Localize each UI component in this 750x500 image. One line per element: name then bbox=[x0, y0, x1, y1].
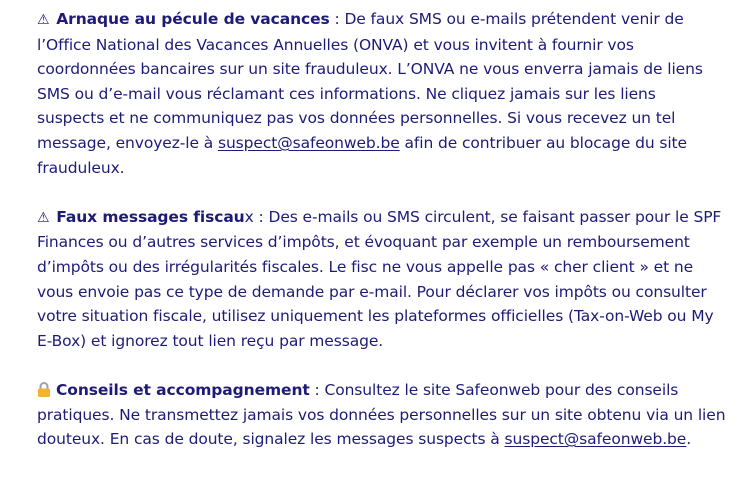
paragraph-fake-tax-messages bbox=[37, 205, 727, 354]
email-link[interactable]: suspect@safeonweb.be bbox=[217, 133, 400, 152]
warning-icon: ⚠ bbox=[37, 12, 50, 28]
article-body bbox=[37, 7, 727, 452]
warning-icon: ⚠ bbox=[37, 209, 50, 226]
paragraph-title: Faux messages fiscau bbox=[56, 207, 245, 226]
paragraph-title: Conseils et accompagnement bbox=[56, 380, 310, 399]
paragraph-holiday-pay-scam bbox=[37, 7, 727, 180]
paragraph-advice bbox=[37, 378, 727, 452]
paragraph-title-tail: x bbox=[244, 207, 254, 226]
paragraph-title: Arnaque au pécule de vacances bbox=[56, 10, 330, 28]
lock-icon bbox=[37, 382, 51, 397]
paragraph-text: . bbox=[686, 430, 692, 449]
paragraph-text: : De faux SMS ou e-mails prétendent venir de l’Office National des Vacances Annuelles (ONVA) et vous invitent à fournir vos coordonnées bancaires sur un site frauduleux. L’ONVA ne vous enverra jamais de liens SMS ou d’e-mail vous réclamant ces informations. Ne cliquez jamais sur les liens suspects et ne communiquez pas vos données personnelles. Si vous recevez un tel message, envoyez-le à bbox=[37, 10, 703, 152]
paragraph-text: : Des e-mails ou SMS circulent, se faisant passer pour le SPF Finances ou d’autres services d’impôts, et évoquant par exemple un remboursement d’impôts ou des irrégularités fiscales. Le fisc ne vous appelle pas « cher client » et ne vous envoie pas ce type de demande par e-mail. Pour déclarer vos impôts ou consulter votre situation fiscale, utilisez uniquement les plateformes officielles (Tax-on-Web ou My E-Box) et ignorez tout lien reçu par message. bbox=[37, 207, 722, 350]
email-link[interactable]: suspect@safeonweb.be bbox=[504, 430, 687, 449]
paragraph-text: afin de contribuer au blocage du site frauduleux. bbox=[37, 133, 687, 177]
paragraph-text: : Consultez le site Safeonweb pour des conseils pratiques. Ne transmettez jamais vos données personnelles sur un site obtenu via un lien douteux. En cas de doute, signalez les messages suspects à bbox=[37, 380, 726, 449]
